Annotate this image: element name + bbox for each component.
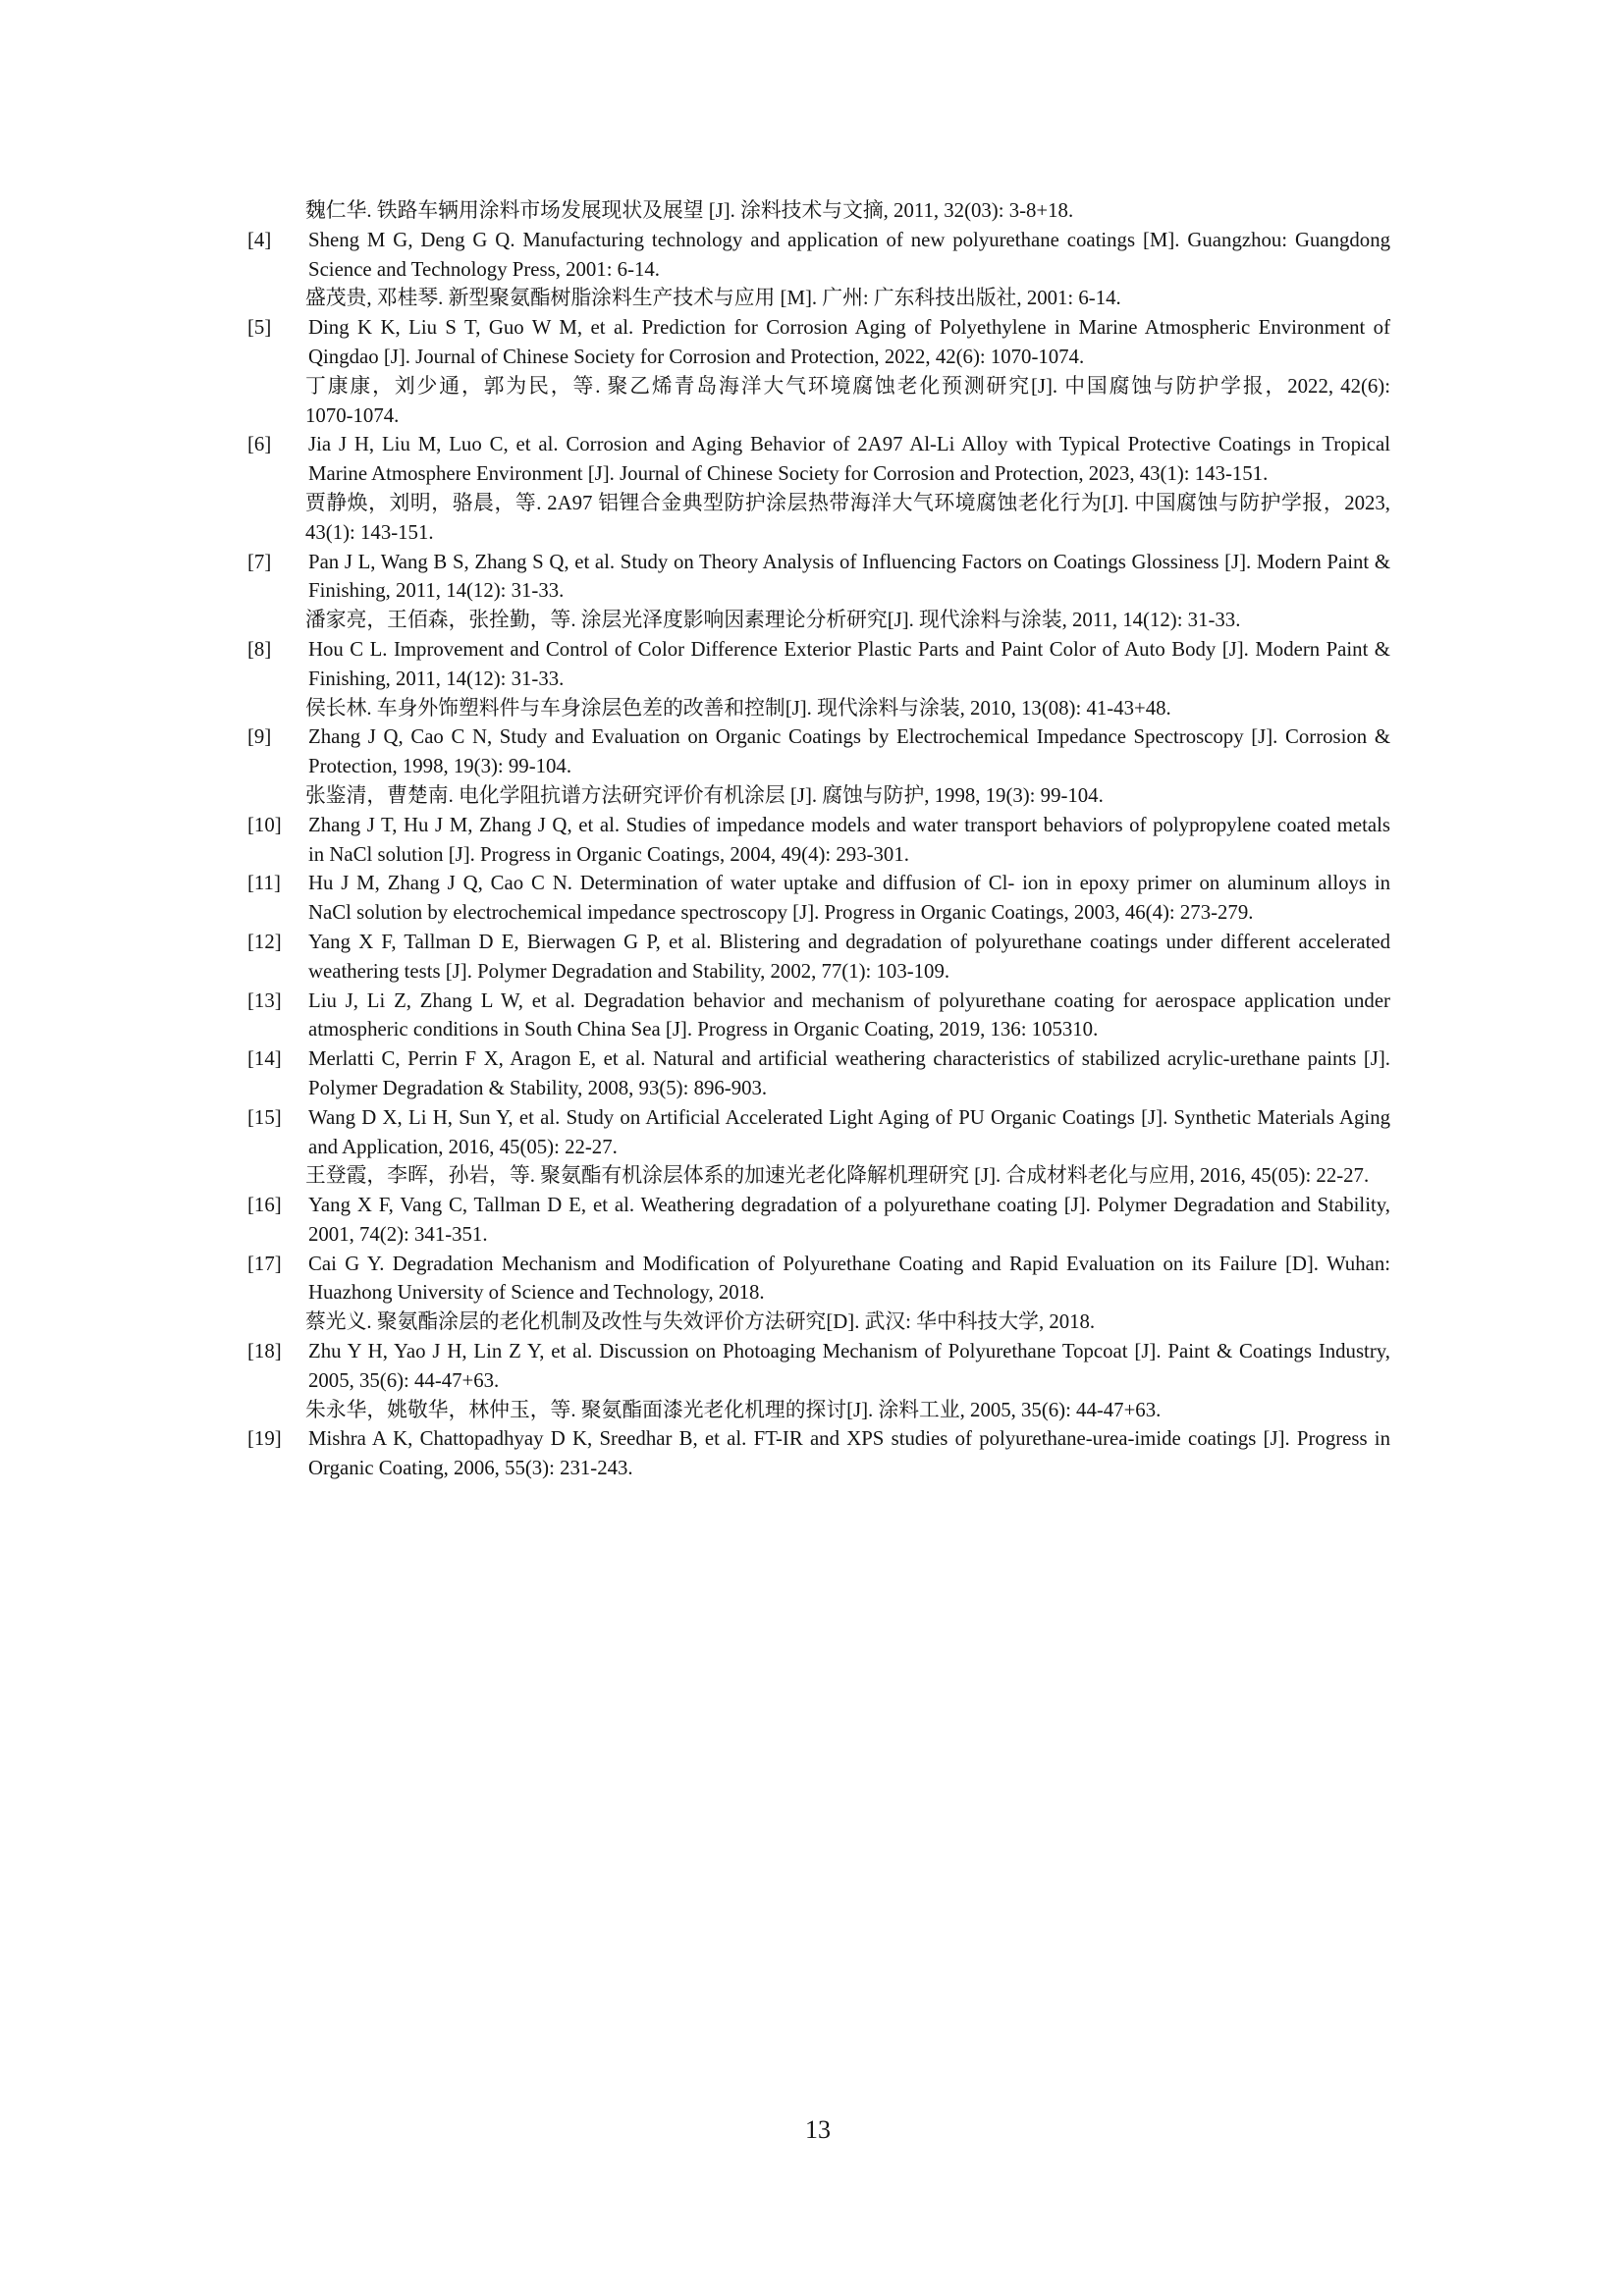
reference-line-en: atmospheric conditions in South China Sea [J]. Progress in Organic Coating, 2019, 136: 105310. [308, 1018, 1099, 1041]
reference-entry [247, 548, 1390, 635]
reference-line-en: Protection, 1998, 19(3): 99-104. [308, 755, 572, 778]
reference-line-zh: 侯长林. 车身外饰塑料件与车身涂层色差的改善和控制[J]. 现代涂料与涂装, 2010, 13(08): 41-43+48. [305, 696, 1171, 720]
reference-number: [12] [247, 930, 282, 953]
reference-line-en: Jia J H, Liu M, Luo C, et al. Corrosion and Aging Behavior of 2A97 Al-Li Alloy with Typical Protective Coatings in Tropical [308, 433, 1390, 456]
reference-entry [247, 722, 1390, 810]
page-number: 13 [805, 2115, 831, 2144]
reference-entry [247, 928, 1390, 987]
reference-line-en: NaCl solution by electrochemical impedance spectroscopy [J]. Progress in Organic Coatings, 2003, 46(4): 273-279. [308, 901, 1254, 925]
reference-line-en: Finishing, 2011, 14(12): 31-33. [308, 579, 565, 603]
reference-entry [247, 635, 1390, 722]
reference-number: [7] [247, 550, 272, 573]
reference-number: [16] [247, 1194, 282, 1217]
reference-entry [247, 1424, 1390, 1483]
reference-line-en: and Application, 2016, 45(05): 22-27. [308, 1135, 618, 1158]
reference-line-zh: 朱永华，姚敬华，林仲玉，等. 聚氨酯面漆光老化机理的探讨[J]. 涂料工业, 2005, 35(6): 44-47+63. [305, 1398, 1162, 1421]
reference-line-zh: 丁康康，刘少通，郭为民，等. 聚乙烯青岛海洋大气环境腐蚀老化预测研究[J]. 中国腐蚀与防护学报，2022, 42(6): [305, 374, 1390, 398]
reference-line-en: Sheng M G, Deng G Q. Manufacturing technology and application of new polyurethane coatings [M]. Guangzhou: Guangdong [308, 228, 1390, 251]
reference-line-en: Zhu Y H, Yao J H, Lin Z Y, et al. Discussion on Photoaging Mechanism of Polyurethane Topcoat [J]. Paint & Coatings Industry, [308, 1340, 1390, 1363]
reference-number: [4] [247, 228, 272, 251]
reference-number: [10] [247, 813, 282, 836]
reference-number: [5] [247, 316, 272, 340]
reference-line-en: Zhang J T, Hu J M, Zhang J Q, et al. Studies of impedance models and water transport behaviors of polypropylene coated metals [308, 813, 1390, 836]
reference-entry-continued [247, 196, 1390, 226]
reference-list [247, 196, 1390, 1483]
reference-number: [9] [247, 725, 272, 749]
reference-entry [247, 811, 1390, 870]
reference-line-en: Merlatti C, Perrin F X, Aragon E, et al. Natural and artificial weathering characteristics of stabilized acrylic-urethane paints [J]. [308, 1047, 1390, 1071]
reference-line-en: Wang D X, Li H, Sun Y, et al. Study on Artificial Accelerated Light Aging of PU Organic Coatings [J]. Synthetic Materials Aging [308, 1105, 1390, 1129]
reference-number: [11] [247, 872, 281, 895]
reference-line-en: Qingdao [J]. Journal of Chinese Society for Corrosion and Protection, 2022, 42(6): 1070-1074. [308, 345, 1085, 368]
reference-line-zh: 贾静焕，刘明，骆晨，等. 2A97 铝锂合金典型防护涂层热带海洋大气环境腐蚀老化行为[J]. 中国腐蚀与防护学报，2023, [305, 491, 1390, 514]
reference-line-en: Polymer Degradation & Stability, 2008, 93(5): 896-903. [308, 1076, 768, 1099]
reference-entry [247, 869, 1390, 928]
reference-line-en: Mishra A K, Chattopadhyay D K, Sreedhar B, et al. FT-IR and XPS studies of polyurethane-urea-imide coatings [J]. Progress in [308, 1427, 1390, 1451]
reference-line-en: Organic Coating, 2006, 55(3): 231-243. [308, 1457, 633, 1480]
reference-number: [6] [247, 433, 272, 456]
reference-line-zh: 潘家亮，王佰森，张拴勤，等. 涂层光泽度影响因素理论分析研究[J]. 现代涂料与涂装, 2011, 14(12): 31-33. [305, 609, 1241, 632]
reference-line-en: Ding K K, Liu S T, Guo W M, et al. Prediction for Corrosion Aging of Polyethylene in Marine Atmospheric Environment of [308, 316, 1390, 340]
reference-line-zh: 1070-1074. [305, 403, 400, 427]
reference-number: [18] [247, 1340, 282, 1363]
reference-line-en: Finishing, 2011, 14(12): 31-33. [308, 667, 565, 690]
reference-entry [247, 313, 1390, 430]
reference-line-en: Huazhong University of Science and Technology, 2018. [308, 1281, 765, 1305]
reference-line-zh: 张鉴清，曹楚南. 电化学阻抗谱方法研究评价有机涂层 [J]. 腐蚀与防护, 1998, 19(3): 99-104. [305, 783, 1104, 807]
reference-number: [8] [247, 637, 272, 661]
reference-number: [19] [247, 1427, 282, 1451]
reference-line-zh: 蔡光义. 聚氨酯涂层的老化机制及改性与失效评价方法研究[D]. 武汉: 华中科技大学, 2018. [305, 1310, 1096, 1334]
reference-entry [247, 226, 1390, 313]
reference-line-zh: 43(1): 143-151. [305, 520, 434, 544]
reference-line-en: Yang X F, Tallman D E, Bierwagen G P, et al. Blistering and degradation of polyurethane coatings under different accelerated [308, 930, 1390, 953]
reference-line-en: Marine Atmosphere Environment [J]. Journal of Chinese Society for Corrosion and Protection, 2023, 43(1): 143-151. [308, 462, 1269, 486]
reference-line-zh: 盛茂贵, 邓桂琴. 新型聚氨酯树脂涂料生产技术与应用 [M]. 广州: 广东科技出版社, 2001: 6-14. [305, 287, 1121, 310]
reference-line-en: Science and Technology Press, 2001: 6-14. [308, 257, 660, 281]
reference-line-en: 2005, 35(6): 44-47+63. [308, 1368, 500, 1392]
reference-number: [17] [247, 1252, 282, 1275]
reference-number: [14] [247, 1047, 282, 1071]
reference-line-en: Yang X F, Vang C, Tallman D E, et al. Weathering degradation of a polyurethane coating [J]. Polymer Degradation and Stability, [308, 1194, 1390, 1217]
reference-line-en: Zhang J Q, Cao C N, Study and Evaluation on Organic Coatings by Electrochemical Impedance Spectroscopy [J]. Corrosion & [308, 725, 1390, 749]
reference-line-en: Hu J M, Zhang J Q, Cao C N. Determination of water uptake and diffusion of Cl- ion in epoxy primer on aluminum alloys in [308, 872, 1390, 895]
reference-entry [247, 1103, 1390, 1191]
reference-line-en: Hou C L. Improvement and Control of Color Difference Exterior Plastic Parts and Paint Color of Auto Body [J]. Modern Paint & [308, 637, 1390, 661]
reference-entry [247, 1191, 1390, 1250]
reference-line-en: weathering tests [J]. Polymer Degradation and Stability, 2002, 77(1): 103-109. [308, 959, 950, 983]
reference-entry [247, 1044, 1390, 1103]
reference-line-en: Liu J, Li Z, Zhang L W, et al. Degradation behavior and mechanism of polyurethane coating for aerospace application under [308, 988, 1390, 1012]
reference-line-en: Pan J L, Wang B S, Zhang S Q, et al. Study on Theory Analysis of Influencing Factors on Coatings Glossiness [J]. Modern Paint & [308, 550, 1390, 573]
reference-line-zh: 魏仁华. 铁路车辆用涂料市场发展现状及展望 [J]. 涂料技术与文摘, 2011, 32(03): 3-8+18. [305, 199, 1074, 222]
reference-entry [247, 987, 1390, 1045]
reference-entry [247, 1250, 1390, 1337]
reference-entry [247, 1337, 1390, 1424]
reference-entry [247, 430, 1390, 547]
reference-line-en: in NaCl solution [J]. Progress in Organic Coatings, 2004, 49(4): 293-301. [308, 842, 909, 866]
reference-number: [13] [247, 988, 282, 1012]
reference-line-zh: 王登霞，李晖，孙岩，等. 聚氨酯有机涂层体系的加速光老化降解机理研究 [J]. 合成材料老化与应用, 2016, 45(05): 22-27. [305, 1164, 1370, 1188]
reference-line-en: 2001, 74(2): 341-351. [308, 1222, 488, 1246]
reference-number: [15] [247, 1105, 282, 1129]
reference-line-en: Cai G Y. Degradation Mechanism and Modification of Polyurethane Coating and Rapid Evaluation on its Failure [D]. Wuhan: [308, 1252, 1390, 1275]
